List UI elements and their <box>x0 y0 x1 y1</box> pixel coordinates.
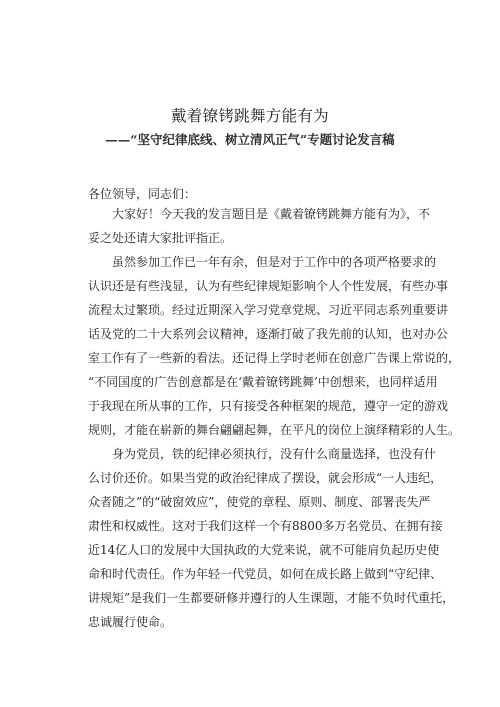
paragraph-line: 虽然参加工作已一年有余，但是对于工作中的各项严格要求的 <box>112 255 437 269</box>
paragraph-line: 忠诚履行使命。 <box>88 615 173 629</box>
paragraph-line: 么讨价还价。如果当党的政治纪律成了摆设，就会形成“一人违纪， <box>88 471 443 485</box>
document-title: 戴着镣铐跳舞方能有为 <box>170 107 329 125</box>
paragraph-line: 流程太过繁琐。经过近期深入学习党章党规、习近平同志系列重要讲 <box>88 303 449 317</box>
paragraph-line: 妥之处还请大家批评指正。 <box>88 231 233 245</box>
paragraph-line: 众者随之”的“破窗效应”，使党的章程、原则、制度、部署丧失严 <box>88 495 431 509</box>
paragraph-line: 近14亿人口的发展中大国执政的大党来说，就不可能肩负起历史使 <box>88 543 440 557</box>
salutation: 各位领导，同志们： <box>88 187 197 201</box>
paragraph-line: 大家好！今天我的发言题目是《戴着镣铐跳舞方能有为》，不 <box>112 207 431 221</box>
paragraph-work-understanding <box>88 250 461 442</box>
paragraph-line: 于我现在所从事的工作，只有接受各种框架的规范，遵守一定的游戏 <box>88 399 449 413</box>
paragraph-line: 肃性和权威性。这对于我们这样一个有8800多万名党员、在拥有接 <box>88 519 443 533</box>
paragraph-line: 话及党的二十大系列会议精神，逐渐打破了我先前的认知，也对办公 <box>88 327 449 341</box>
paragraph-line: 规则，才能在崭新的舞台翩翩起舞，在平凡的岗位上演绎精彩的人生。 <box>88 423 461 437</box>
paragraph-line: “不同国度的广告创意都是在‘戴着镣铐跳舞’中创想来，也同样适用 <box>88 375 438 389</box>
paragraph-line: 身为党员，铁的纪律必须执行，没有什么商量选择，也没有什 <box>112 447 437 461</box>
paragraph-line: 命和时代责任。作为年轻一代党员，如何在成长路上做到“守纪律、 <box>88 567 443 581</box>
document-subtitle: ——“坚守纪律底线、树立清风正气”专题讨论发言稿 <box>105 132 395 147</box>
paragraph-intro <box>88 202 431 250</box>
paragraph-line: 认识还是有些浅显，认为有些纪律规矩影响个人个性发展，有些办事 <box>88 279 449 293</box>
paragraph-party-discipline <box>88 442 455 634</box>
paragraph-line: 室工作有了一些新的看法。还记得上学时老师在创意广告课上常说的， <box>88 351 461 365</box>
paragraph-line: 讲规矩”是我们一生都要研修并遵行的人生课题，才能不负时代重托， <box>88 591 455 605</box>
